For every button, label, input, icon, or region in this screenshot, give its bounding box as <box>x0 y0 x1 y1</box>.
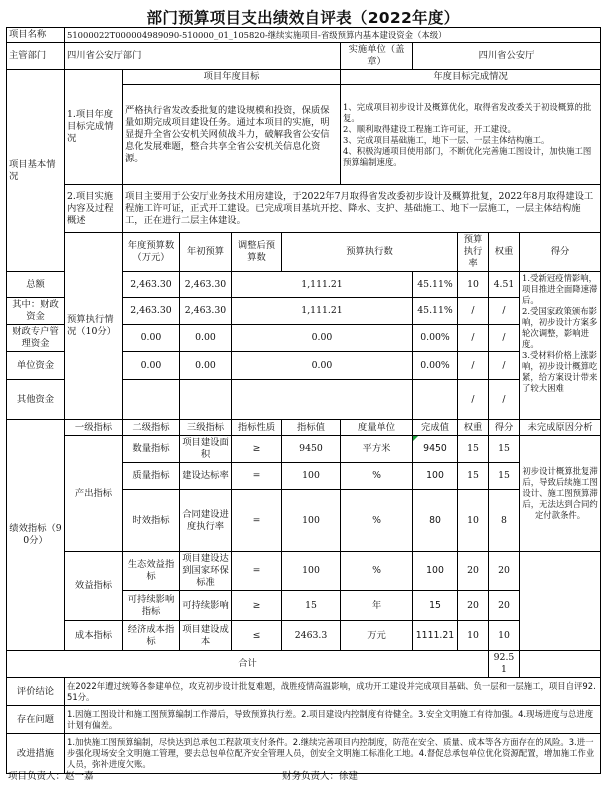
perf-weight: 20 <box>458 552 489 591</box>
budget-row-initial: 2,463.30 <box>123 272 180 298</box>
dept-label: 主管部门 <box>7 43 65 70</box>
budget-row-label: 总额 <box>7 272 65 298</box>
perf-score: 15 <box>489 463 520 490</box>
goal-label-cell: 1.项目年度目标完成情况 <box>65 70 123 185</box>
perf-op: ≥ <box>232 591 282 621</box>
process-label: 2.项目实施内容及过程概述 <box>65 185 123 233</box>
annual-goal-status-text: 1、完成项目初步设计及概算优化，取得省发改委关于初设概算的批复。 2、顺利取得建设工程施工许可证，开工建设。 3、完成项目基础施工，地下一层、一层主体结构施工。 4、积极沟通项目使用部门，不断优化完善施工图设计，加快施工图预算编制速度。 <box>341 85 601 185</box>
perf-l2: 时效指标 <box>123 490 180 552</box>
perf-l3: 合同建设进度执行率 <box>180 490 232 552</box>
annual-goal-text: 严格执行省发改委批复的建设规模和投资，保质保量如期完成项目建设任务。通过本项目的实施，明显提升全省公安机关网侦战斗力，破解我省公安信息化发展难题，整合共享全省公安机关信息化资源。 <box>123 85 341 185</box>
perf-l3: 项目建设达到国家环保标准 <box>180 552 232 591</box>
perf-l3: 可持续影响 <box>180 591 232 621</box>
perf-score: 15 <box>489 436 520 463</box>
perf-op: ≥ <box>232 436 282 463</box>
conclusion-label: 评价结论 <box>7 678 65 706</box>
measures-label: 改进措施 <box>7 734 65 774</box>
budget-row-rate: 0.00% <box>413 352 458 380</box>
project-lead: 项目负责人：赵一嘉 <box>8 771 94 782</box>
perf-op: = <box>232 463 282 490</box>
perf-l2: 数量指标 <box>123 436 180 463</box>
budget-header-score: 得分 <box>520 233 601 272</box>
perf-op: = <box>232 490 282 552</box>
perf-weight: 10 <box>458 490 489 552</box>
perf-value: 15 <box>282 591 341 621</box>
perf-header-nature: 指标性质 <box>232 420 282 436</box>
budget-row-label: 单位资金 <box>7 352 65 380</box>
cost-indicator-label: 成本指标 <box>65 621 123 651</box>
perf-value: 100 <box>282 552 341 591</box>
perf-header-l1: 一级指标 <box>65 420 123 436</box>
perf-header-unit: 度量单位 <box>341 420 413 436</box>
issues-label: 存在问题 <box>7 706 65 734</box>
perf-header-weight: 权重 <box>458 420 489 436</box>
perf-done: 1111.21 <box>413 621 458 651</box>
budget-header-executed: 预算执行数 <box>282 233 458 272</box>
perf-l2: 经济成本指标 <box>123 621 180 651</box>
annual-goal-status-header: 年度目标完成情况 <box>341 70 601 85</box>
budget-row-weight: 10 <box>458 272 489 298</box>
perf-l2: 质量指标 <box>123 463 180 490</box>
perf-score: 20 <box>489 591 520 621</box>
perf-weight: 20 <box>458 591 489 621</box>
budget-row-weight: / <box>458 352 489 380</box>
perf-done: 100 <box>413 463 458 490</box>
perf-l3: 项目建设面积 <box>180 436 232 463</box>
perf-weight: 15 <box>458 436 489 463</box>
perf-score: 20 <box>489 552 520 591</box>
budget-header-weight: 权重 <box>489 233 520 272</box>
perf-score: 8 <box>489 490 520 552</box>
budget-row-executed: 0.00 <box>232 352 413 380</box>
perf-unit: % <box>341 463 413 490</box>
perf-unit: 年 <box>341 591 413 621</box>
conclusion-text: 在2022年遭过统筹各参建单位，攻克初步设计批复难题，战胜疫情高温影响，成功开工建设并完成项目基础、负一层和一层施工，项目自评92.51分。 <box>65 678 601 706</box>
measures-text: 1.加快施工图预算编制，尽快达到总承包工程款项支付条件。2.继续完善项目内控制度，防范在安全、质量、成本等各方面存在的风险。3.进一步强化现场安全文明施工管理，要去总包单位配齐安全管理人员，创安全文明施工标准化工地。4.督促总承包单位优化资源配置，增加施工作业人员，弥补进度欠账。 <box>65 734 601 774</box>
perf-unit: 万元 <box>341 621 413 651</box>
total-label: 合计 <box>7 651 489 678</box>
annual-goal-header: 项目年度目标 <box>123 70 341 85</box>
budget-row-score: 4.51 <box>489 272 520 298</box>
perf-header-l2: 二级指标 <box>123 420 180 436</box>
perf-header-score: 得分 <box>489 420 520 436</box>
budget-row-weight: / <box>458 298 489 325</box>
budget-row-executed: 1,111.21 <box>232 298 413 325</box>
budget-row-adjusted: 2,463.30 <box>180 298 232 325</box>
dept-value: 四川省公安厅部门 <box>65 43 341 70</box>
perf-op: = <box>232 552 282 591</box>
reason-empty-cell <box>520 552 601 651</box>
perf-score: 10 <box>489 621 520 651</box>
budget-row-label: 其他资金 <box>7 380 65 420</box>
budget-row-adjusted <box>180 380 232 420</box>
total-empty-cell <box>520 651 601 678</box>
benefit-indicator-label: 效益指标 <box>65 552 123 621</box>
total-score: 92.51 <box>489 651 520 678</box>
impl-label: 实施单位（盖章） <box>341 43 413 70</box>
process-text: 项目主要用于公安厅业务技术用房建设，于2022年7月取得省发改委初步设计及概算批复，2022年8月取得建设工程施工许可证，正式开工建设。已完成项目基坑开挖、降水、支护、基础施工、地下一层施工，一层主体结构施工，正在进行二层主体建设。 <box>123 185 601 233</box>
budget-header-annual: 年度预算数（万元） <box>123 233 180 272</box>
perf-unit: % <box>341 490 413 552</box>
budget-reason: 1.受新冠疫情影响，项目推进全面降速滞后。 2.受国家政策颁布影响，初步设计方案多轮次调整，影响进度。 3.受材料价格上涨影响，初步设计概算吃紧，给方案设计带来了较大困难 <box>520 272 601 420</box>
perf-header-reason: 未完成原因分析 <box>520 420 601 436</box>
budget-row-executed: 1,111.21 <box>232 272 413 298</box>
budget-row-rate: 45.11% <box>413 298 458 325</box>
budget-row-adjusted: 0.00 <box>180 352 232 380</box>
budget-row-adjusted: 0.00 <box>180 325 232 352</box>
budget-header-rate: 预算执行率 <box>458 233 489 272</box>
finance-lead: 财务负责人：徐建 <box>282 771 359 782</box>
budget-row-score: / <box>489 325 520 352</box>
perf-weight: 15 <box>458 463 489 490</box>
perf-value: 2463.3 <box>282 621 341 651</box>
page-title: 部门预算项目支出绩效自评表（2022年度） <box>146 9 460 27</box>
perf-value: 100 <box>282 463 341 490</box>
perf-section-label: 绩效指标（90分） <box>7 420 65 651</box>
output-indicator-label: 产出指标 <box>65 436 123 552</box>
budget-row-weight: / <box>458 380 489 420</box>
unfinished-reason: 初步设计概算批复滞后，导致后续施工图设计、施工图预算滞后，无法达到合同约定付款条件。 <box>520 436 601 552</box>
budget-row-rate: 45.11% <box>413 272 458 298</box>
budget-row-initial: 0.00 <box>123 352 180 380</box>
project-name-value: 51000022T000004989090-510000_01_105820-继续实施项目-省级预算内基本建设资金（本级） <box>65 28 601 43</box>
perf-header-done: 完成值 <box>413 420 458 436</box>
budget-header-initial: 年初预算 <box>180 233 232 272</box>
perf-done: 100 <box>413 552 458 591</box>
budget-row-weight: / <box>458 325 489 352</box>
budget-row-score: / <box>489 380 520 420</box>
budget-row-adjusted: 2,463.30 <box>180 272 232 298</box>
budget-row-label: 其中：财政资金 <box>7 298 65 325</box>
perf-done: 15 <box>413 591 458 621</box>
budget-row-score: / <box>489 298 520 325</box>
perf-header-l3: 三级指标 <box>180 420 232 436</box>
budget-row-executed <box>232 380 413 420</box>
budget-row-rate: 0.00% <box>413 325 458 352</box>
perf-l3: 建设达标率 <box>180 463 232 490</box>
perf-unit: % <box>341 552 413 591</box>
perf-unit: 平方米 <box>341 436 413 463</box>
perf-weight: 10 <box>458 621 489 651</box>
perf-l2: 可持续影响指标 <box>123 591 180 621</box>
perf-done: 9450 <box>413 436 458 463</box>
issues-text: 1.因施工图设计和施工图预算编制工作滞后，导致预算执行差。2.项目建设内控制度有待健全。3.安全文明施工有待加强。4.现场进度与总进度计划有偏差。 <box>65 706 601 734</box>
perf-header-value: 指标值 <box>282 420 341 436</box>
budget-row-initial <box>123 380 180 420</box>
basic-section-label: 项目基本情况 <box>7 70 65 272</box>
impl-value: 四川省公安厅 <box>413 43 601 70</box>
budget-row-initial: 0.00 <box>123 325 180 352</box>
project-name-label: 项目名称 <box>7 28 65 43</box>
perf-done: 80 <box>413 490 458 552</box>
perf-value: 9450 <box>282 436 341 463</box>
evaluation-table <box>6 27 601 774</box>
budget-row-score: / <box>489 352 520 380</box>
perf-op: ≤ <box>232 621 282 651</box>
budget-row-executed: 0.00 <box>232 325 413 352</box>
perf-l3: 项目建设成本 <box>180 621 232 651</box>
budget-row-label: 财政专户管理资金 <box>7 325 65 352</box>
budget-section-label: 预算执行情况（10分） <box>65 233 123 420</box>
perf-l2: 生态效益指标 <box>123 552 180 591</box>
budget-row-initial: 2,463.30 <box>123 298 180 325</box>
budget-row-rate <box>413 380 458 420</box>
perf-value: 100 <box>282 490 341 552</box>
budget-header-adjusted: 调整后预算数 <box>232 233 282 272</box>
